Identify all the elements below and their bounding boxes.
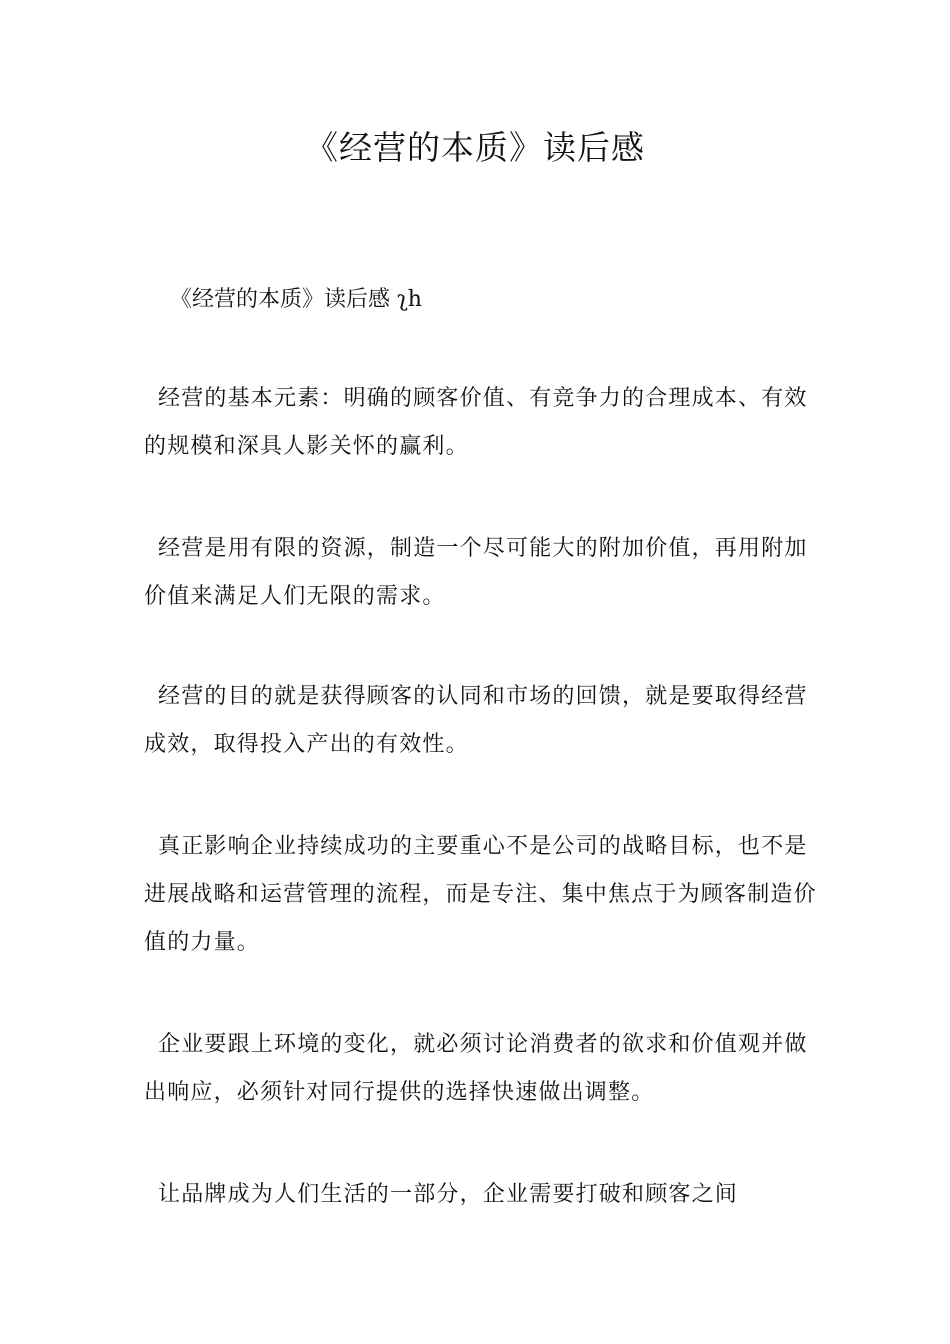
paragraph-brand-life: 让品牌成为人们生活的一部分，企业需要打破和顾客之间 <box>158 1182 739 1207</box>
paragraph-limited-resources: 经营是用有限的资源，制造一个尽可能大的附加价值，再用附加价值来满足人们无限的需求。 <box>144 536 808 609</box>
document-title: 《经营的本质》读后感 <box>305 128 645 167</box>
paragraph-success-focus: 真正影响企业持续成功的主要重心不是公司的战略目标，也不是进展战略和运营管理的流程，而是专注、集中焦点于为顾客制造价值的力量。 <box>144 834 817 955</box>
paragraph-business-purpose: 经营的目的就是获得顾客的认同和市场的回馈，就是要取得经营成效，取得投入产出的有效性。 <box>144 684 808 757</box>
paragraph-basic-elements: 经营的基本元素：明确的顾客价值、有竞争力的合理成本、有效的规模和深具人影关怀的赢利。 <box>144 386 808 459</box>
paragraph-environment-change: 企业要跟上环境的变化，就必须讨论消费者的欲求和价值观并做出响应，必须针对同行提供的选择快速做出调整。 <box>144 1032 808 1105</box>
document-subtitle: 《经营的本质》读后感 ʅh <box>170 287 422 312</box>
